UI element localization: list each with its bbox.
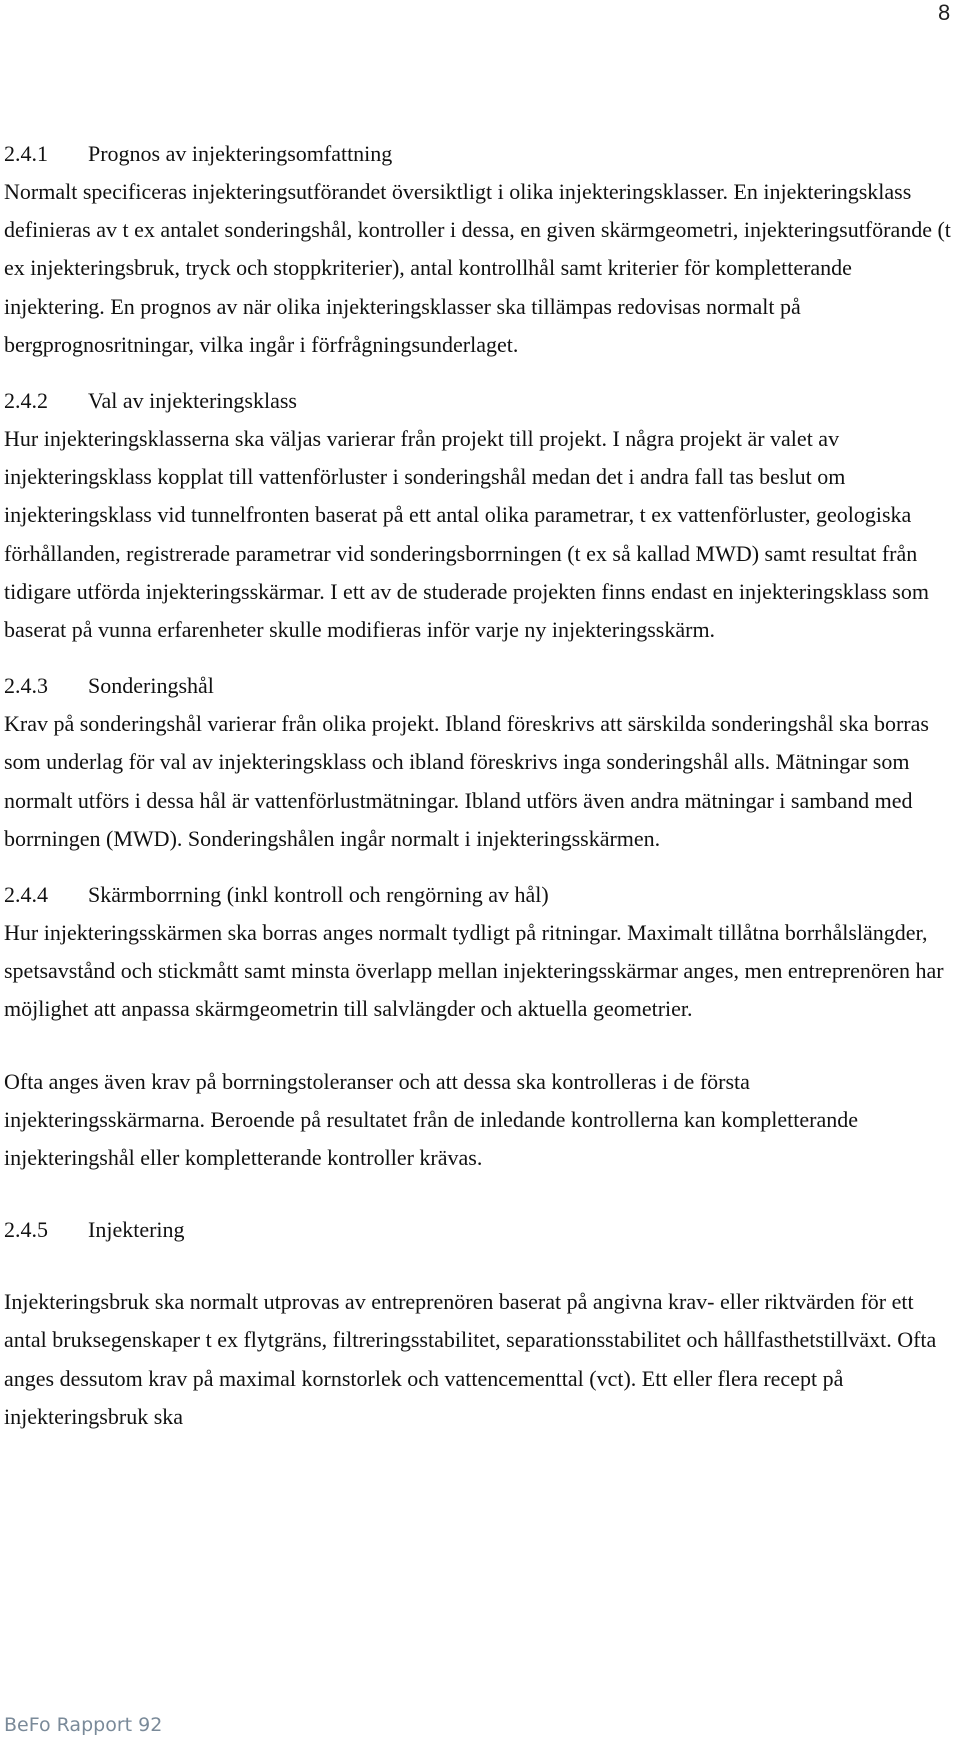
section-2-4-1 bbox=[4, 135, 956, 364]
section-heading bbox=[4, 876, 956, 914]
section-title: Injektering bbox=[88, 1217, 185, 1243]
section-title: Sonderingshål bbox=[88, 673, 214, 699]
section-number: 2.4.2 bbox=[4, 388, 48, 414]
page-number: 8 bbox=[938, 0, 951, 25]
paragraph-text: Hur injekteringsskärmen ska borras anges normalt tydligt på ritningar. Maximalt tillåtna borrhålslängder, spetsavstånd och stickmått samt minsta överlapp mellan injekteringsskärmar anges, men entreprenören har möjlighet att anpassa skärmgeometrin till salvlängder och aktuella geometrier. bbox=[4, 920, 944, 1022]
section-number: 2.4.1 bbox=[4, 141, 48, 166]
paragraph bbox=[4, 705, 956, 858]
section-title: Prognos av injekteringsomfattning bbox=[88, 141, 393, 166]
paragraph-text: Normalt specificeras injekteringsutförandet översiktligt i olika injekteringsklasser. En injekteringsklass definieras av t ex antalet sonderingshål, kontroller i dessa, en given skärmgeometri, injekteringsutförande (t ex injekteringsbruk, tryck och stoppkriterier), antal kontrollhål samt kriterier för kompletterande injektering. bbox=[4, 179, 951, 319]
section-heading bbox=[4, 135, 956, 173]
section-title: Val av injekteringsklass bbox=[88, 388, 297, 414]
paragraph-text: Hur injekteringsklasserna ska väljas varierar från projekt till projekt. I några projekt är valet av injekteringsklass kopplat till vattenförluster i sonderingshål medan det i andra fall tas beslut om injekteringsklass vid tunnelfronten baserat på ett antal olika parametrar, t ex vattenförluster, geologiska förhållanden, registrerade parametrar vid sonderingsborrningen (t ex så kallad MWD) samt resultat från tidigare utförda injekteringsskärmar. I ett av de studerade projekten finns endast en injekteringsklass som baserat på vunna erfarenheter skulle modifieras inför varje ny injekteringsskärm. bbox=[4, 426, 929, 643]
section-heading bbox=[4, 1211, 956, 1249]
paragraph-text-cont: En prognos av när olika injekteringsklasser ska tillämpas redovisas normalt på bergprognosritningar, vilka ingår i förfrågningsunderlaget. bbox=[4, 293, 801, 357]
paragraph bbox=[4, 1283, 956, 1436]
section-heading bbox=[4, 382, 956, 420]
section-number: 2.4.5 bbox=[4, 1217, 48, 1243]
document-body bbox=[4, 135, 956, 1436]
footer-report-label: BeFo Rapport 92 bbox=[4, 1714, 163, 1736]
paragraph-text: Krav på sonderingshål varierar från olika projekt. Ibland föreskrivs att särskilda sonderingshål ska borras som underlag för val av injekteringsklass och ibland föreskrivs inga sonderingshål alls. Mätningar som normalt utförs i dessa hål är vattenförlustmätningar. Ibland utförs även andra mätningar i samband med borrningen (MWD). Sonderingshålen ingår normalt i injekteringsskärmen. bbox=[4, 711, 929, 851]
paragraph bbox=[4, 420, 956, 649]
section-2-4-2 bbox=[4, 382, 956, 649]
paragraph-text: Injekteringsbruk ska normalt utprovas av entreprenören baserat på angivna krav- eller riktvärden för ett antal bruksegenskaper t ex flytgräns, filtreringsstabilitet, separationsstabilitet och hållfasthetstillväxt. Ofta anges dessutom krav på maximal kornstorlek och vattencementtal (vct). Ett eller flera recept på injekteringsbruk ska bbox=[4, 1289, 937, 1429]
paragraph-text: Ofta anges även krav på borrningstoleranser och att dessa ska kontrolleras i de första injekteringsskärmarna. Beroende på resultatet från de inledande kontrollerna kan kompletterande injekteringshål eller kompletterande kontroller krävas. bbox=[4, 1068, 858, 1171]
paragraph bbox=[4, 173, 956, 364]
paragraph bbox=[4, 914, 956, 1029]
section-number: 2.4.4 bbox=[4, 882, 48, 908]
section-title: Skärmborrning (inkl kontroll och rengörning av hål) bbox=[88, 882, 549, 908]
paragraph bbox=[4, 1063, 956, 1178]
section-2-4-3 bbox=[4, 667, 956, 858]
section-2-4-5 bbox=[4, 1211, 956, 1436]
section-number: 2.4.3 bbox=[4, 673, 48, 699]
section-heading bbox=[4, 667, 956, 705]
section-2-4-4 bbox=[4, 876, 956, 1177]
